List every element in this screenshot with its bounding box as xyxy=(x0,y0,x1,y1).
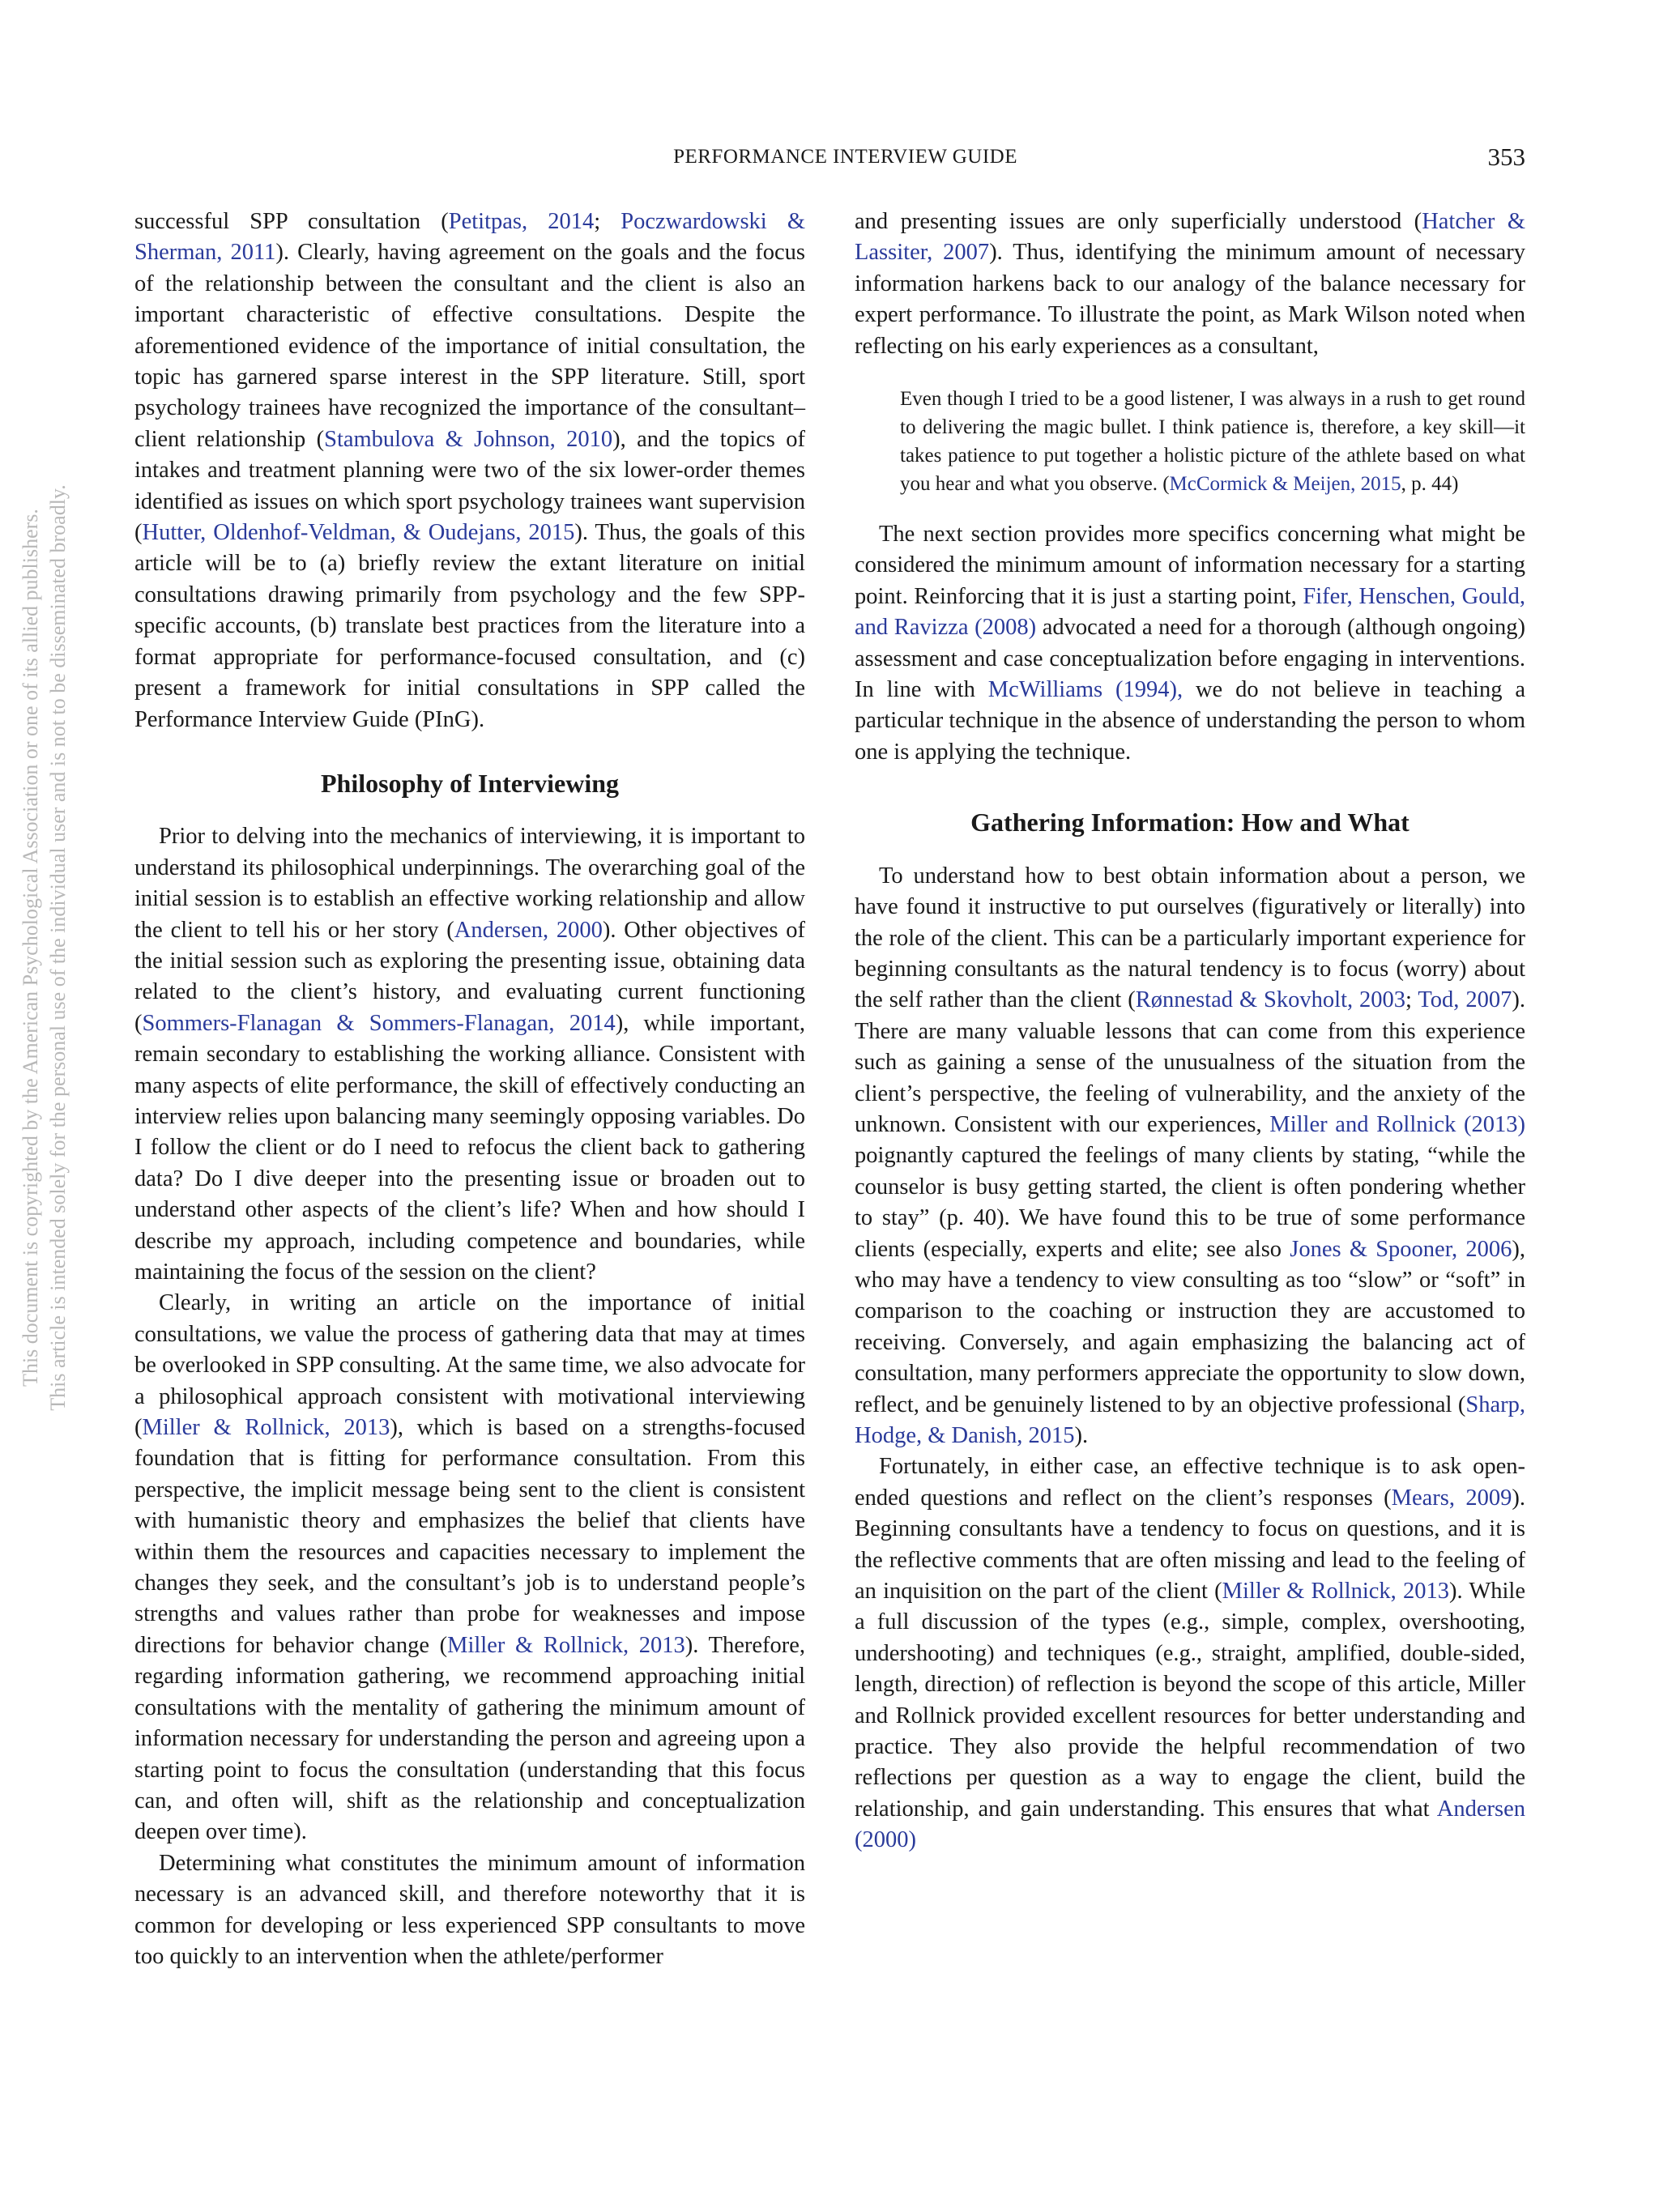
citation-link[interactable]: Tod, 2007 xyxy=(1418,987,1512,1013)
right-column xyxy=(855,207,1525,1856)
citation-link[interactable]: Sharp, Hodge, & Danish, 2015 xyxy=(855,1392,1525,1448)
left-column xyxy=(134,207,805,1972)
citation-link[interactable]: Poczwardowski & Sherman, 2011 xyxy=(134,209,806,266)
section-heading-philosophy: Philosophy of Interviewing xyxy=(320,768,620,798)
section-heading-gathering-information: Gathering Information: How and What xyxy=(970,808,1410,837)
citation-link[interactable]: Petitpas, 2014 xyxy=(448,209,595,234)
copyright-watermark xyxy=(17,138,72,1758)
citation-link[interactable]: Andersen, 2000 xyxy=(454,917,603,943)
citation-link[interactable]: Miller & Rollnick, 2013 xyxy=(447,1632,685,1658)
citation-link[interactable]: Mears, 2009 xyxy=(1391,1485,1512,1511)
paragraph: successful SPP consultation (Petitpas, 2014; Poczwardowski & Sherman, 2011). Clearly, having agreement on the goals and the focus of the relationship between the consultant and the client is also an important characteristic of effective consultations. Despite the aforementioned evidence of the importance of initial consultation, the topic has garnered sparse interest in the SPP literature. Still, sport psychology trainees have recognized the importance of the consultant–client relationship (Stambulova & Johnson, 2010), and the topics of intakes and treatment planning were two of the six lower-order themes identified as issues on which sport psychology trainees want supervision (Hutter, Oldenhof-Veldman, & Oudejans, 2015). Thus, the goals of this article will be to (a) briefly review the extant literature on initial consultations drawing primarily from psychology and the few SPP-specific accounts, (b) translate best practices from the literature into a format appropriate for performance-focused consultation, and (c) present a framework for initial consultations in SPP called the Performance Interview Guide (PInG). xyxy=(134,209,806,732)
citation-link[interactable]: Jones & Spooner, 2006 xyxy=(1290,1236,1512,1262)
citation-link[interactable]: Andersen (2000) xyxy=(855,1796,1525,1853)
paragraph: The next section provides more specifics concerning what might be considered the minimum amount of information necessary for a starting point. Reinforcing that it is just a starting point, Fifer, Henschen, Gould, and Ravizza (2008) advocated a need for a thorough (although ongoing) assessment and case conceptualization before engaging in interventions. In line with McWilliams (1994), we do not believe in teaching a particular technique in the absence of understanding the person to whom one is applying the technique. xyxy=(855,522,1525,765)
citation-link[interactable]: Hatcher & Lassiter, 2007 xyxy=(855,209,1525,266)
page-number: 353 xyxy=(1487,143,1525,171)
citation-link[interactable]: Miller and Rollnick (2013) xyxy=(1269,1111,1525,1137)
paragraph: Determining what constitutes the minimum amount of information necessary is an advanced skill, and therefore noteworthy that it is common for developing or less experienced SPP consultants to move too quickly to an intervention when the athlete/performer xyxy=(134,1850,805,1969)
citation-link[interactable]: Fifer, Henschen, Gould, and Ravizza (2008) xyxy=(855,583,1525,641)
running-head: PERFORMANCE INTERVIEW GUIDE xyxy=(673,146,1017,168)
citation-link[interactable]: Hutter, Oldenhof-Veldman, & Oudejans, 2015 xyxy=(142,520,575,546)
citation-link[interactable]: Miller & Rollnick, 2013 xyxy=(142,1415,390,1441)
citation-link[interactable]: Rønnestad & Skovholt, 2003 xyxy=(1135,987,1406,1013)
citation-link[interactable]: McWilliams (1994), xyxy=(987,677,1183,703)
watermark-line-1: This document is copyrighted by the American Psychological Association or one of its allied publishers. xyxy=(19,509,42,1387)
paragraph: To understand how to best obtain information about a person, we have found it instructive to put ourselves (figuratively or literally) into the role of the client. This can be a particularly important experience for beginning consultants as the natural tendency is to focus (worry) about the self rather than the client (Rønnestad & Skovholt, 2003; Tod, 2007). There are many valuable lessons that can come from this experience such as gaining a sense of the unusualness of the situation from the client’s perspective, the feeling of vulnerability, and the anxiety of the unknown. Consistent with our experiences, Miller and Rollnick (2013) poignantly captured the feelings of many clients by stating, “while the counselor is busy getting started, the client is often pondering whether to stay” (p. 40). We have found this to be true of some performance clients (especially, experts and elite; see also Jones & Spooner, 2006), who may have a tendency to view consulting as too “slow” or “soft” in comparison to the coaching or instruction they are accustomed to receiving. Conversely, and again emphasizing the balancing act of consultation, many performers appreciate the opportunity to slow down, reflect, and be genuinely listened to by an objective professional (Sharp, Hodge, & Danish, 2015). xyxy=(855,863,1525,1448)
paragraph: Clearly, in writing an article on the importance of initial consultations, we value the process of gathering data that may at times be overlooked in SPP consulting. At the same time, we also advocate for a philosophical approach consistent with motivational interviewing (Miller & Rollnick, 2013), which is based on a strengths-focused foundation that is fitting for performance consultation. From this perspective, the implicit message being sent to the client is consistent with humanistic theory and emphasizes the belief that clients have within them the resources and capacities necessary to implement the changes they seek, and the consultant’s job is to understand people’s strengths and values rather than probe for weaknesses and impose directions for behavior change (Miller & Rollnick, 2013). Therefore, regarding information gathering, we recommend approaching initial consultations with the mentality of gathering the minimum amount of information necessary for understanding the person and agreeing upon a starting point to focus the consultation (understanding that this focus can, and often will, shift as the relationship and conceptualization deepen over time). xyxy=(134,1290,805,1845)
citation-link[interactable]: Stambulova & Johnson, 2010 xyxy=(324,426,613,452)
citation-link[interactable]: Miller & Rollnick, 2013 xyxy=(1222,1579,1450,1605)
block-quote: Even though I tried to be a good listener, I was always in a rush to get round to delivering the magic bullet. I think patience is, therefore, a key skill—it takes patience to put together a holistic picture of the athlete based on what you hear and what you observe. (McCormick & Meijen, 2015, p. 44) xyxy=(900,388,1525,496)
paragraph: and presenting issues are only superficially understood (Hatcher & Lassiter, 2007). Thus, identifying the minimum amount of necessary information harkens back to our analogy of the balance necessary for expert performance. To illustrate the point, as Mark Wilson noted when reflecting on his early experiences as a consultant, xyxy=(855,209,1525,359)
citation-link[interactable]: Sommers-Flanagan & Sommers-Flanagan, 2014 xyxy=(142,1010,616,1036)
paragraph: Prior to delving into the mechanics of interviewing, it is important to understand its philosophical underpinnings. The overarching goal of the initial session is to establish an effective working relationship and allow the client to tell his or her story (Andersen, 2000). Other objectives of the initial session such as exploring the presenting issue, obtaining data related to the client’s history, and evaluating current functioning (Sommers-Flanagan & Sommers-Flanagan, 2014), while important, remain secondary to establishing the working alliance. Consistent with many aspects of elite performance, the skill of effectively conducting an interview relies upon balancing many seemingly opposing variables. Do I follow the client or do I need to refocus the client back to gathering data? Do I dive deeper into the presenting issue or broaden out to understand other aspects of the client’s life? When and how should I describe my approach, including competence and boundaries, while maintaining the focus of the session on the client? xyxy=(134,824,806,1285)
paragraph: Fortunately, in either case, an effective technique is to ask open-ended questions and reflect on the client’s responses (Mears, 2009). Beginning consultants have a tendency to focus on questions, and it is the reflective comments that are often missing and lead to the feeling of an inquisition on the part of the client (Miller & Rollnick, 2013). While a full discussion of the types (e.g., simple, complex, overshooting, undershooting) and techniques (e.g., straight, amplified, double-sided, length, direction) of reflection is beyond the scope of this article, Miller and Rollnick provided excellent resources for better understanding and practice. They also provide the helpful recommendation of two reflections per question as a way to engage the client, build the relationship, and gain understanding. This ensures that what Andersen (2000) xyxy=(855,1454,1525,1853)
citation-link[interactable]: McCormick & Meijen, 2015 xyxy=(1169,473,1401,496)
watermark-line-2: This article is intended solely for the personal use of the individual user and is not to be disseminated broadly. xyxy=(46,484,70,1411)
